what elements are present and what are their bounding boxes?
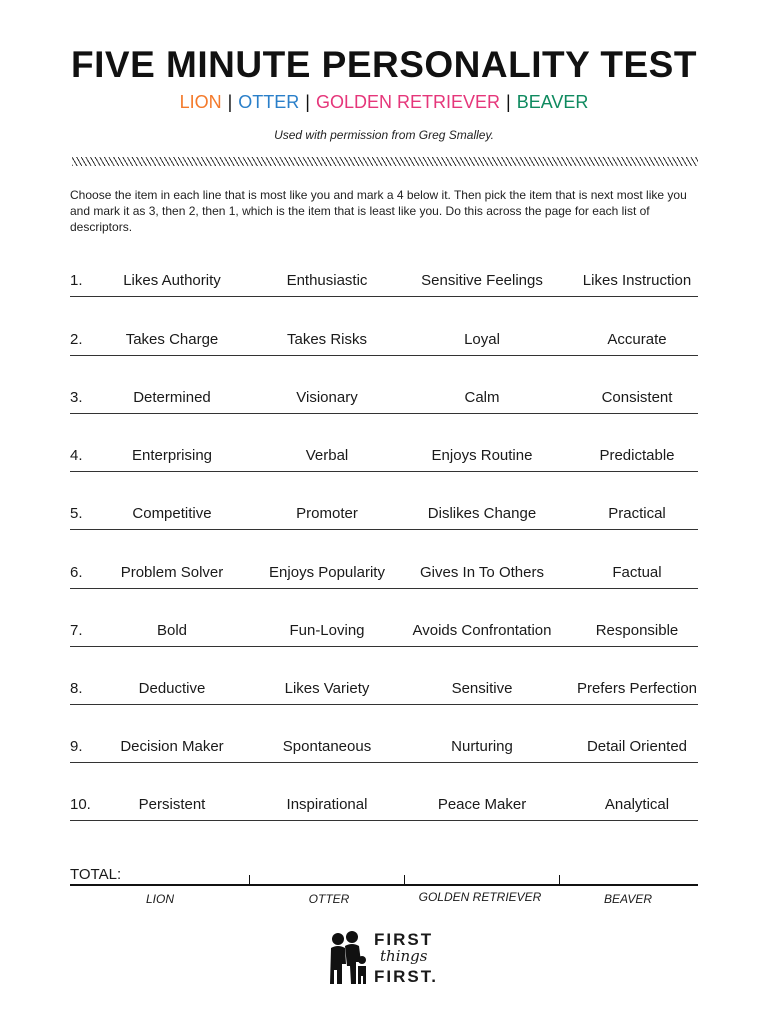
descriptor-item: Likes Variety	[284, 680, 370, 697]
row-number: 4.	[70, 447, 83, 464]
descriptor-item: Dislikes Change	[427, 505, 537, 522]
descriptor-item: Persistent	[138, 796, 206, 813]
row-number: 9.	[70, 738, 83, 755]
table-row	[70, 383, 698, 414]
table-row	[70, 441, 698, 472]
table-row	[70, 499, 698, 530]
descriptor-item: Inspirational	[286, 796, 368, 813]
descriptor-item: Gives In To Others	[420, 564, 544, 581]
instructions: Choose the item in each line that is most like you and mark a 4 below it. Then pick the item that is next most like you and mark it as 3, then 2, then 1, which is the item that is least like you. Do this across the page for each list of descriptors.	[70, 188, 687, 234]
personality-types	[0, 92, 768, 113]
descriptor-item: Nurturing	[451, 738, 513, 755]
total-column-beaver: BEAVER	[603, 892, 653, 906]
descriptor-item: Loyal	[464, 331, 500, 348]
descriptor-item: Responsible	[595, 622, 679, 639]
row-number: 8.	[70, 680, 83, 697]
descriptor-item: Peace Maker	[437, 796, 527, 813]
descriptor-item: Promoter	[296, 505, 358, 522]
descriptor-item: Detail Oriented	[586, 738, 688, 755]
total-line	[70, 884, 698, 886]
descriptor-item: Consistent	[601, 389, 673, 406]
table-row	[70, 674, 698, 705]
total-divider	[559, 875, 560, 885]
descriptor-item: Sensitive Feelings	[421, 272, 543, 289]
descriptor-item: Practical	[608, 505, 666, 522]
descriptor-item: Spontaneous	[282, 738, 372, 755]
table-row	[70, 616, 698, 647]
descriptor-item: Predictable	[599, 447, 675, 464]
total-column-golden-retriever: GOLDEN RETRIEVER	[418, 890, 542, 904]
descriptor-item: Enjoys Popularity	[269, 564, 385, 581]
descriptor-item: Prefers Perfection	[576, 680, 698, 697]
table-row	[70, 790, 698, 821]
table-row	[70, 325, 698, 356]
descriptor-item: Enterprising	[131, 447, 213, 464]
table-row	[70, 266, 698, 297]
total-label: TOTAL:	[70, 866, 122, 883]
descriptor-item: Analytical	[604, 796, 670, 813]
descriptor-item: Fun-Loving	[289, 622, 365, 639]
row-number: 3.	[70, 389, 83, 406]
type-beaver: BEAVER	[516, 92, 589, 112]
row-number: 7.	[70, 622, 83, 639]
table-row	[70, 732, 698, 763]
descriptor-item: Verbal	[305, 447, 349, 464]
type-otter: OTTER	[238, 92, 300, 112]
descriptor-item: Enjoys Routine	[431, 447, 533, 464]
page-title: FIVE MINUTE PERSONALITY TEST	[71, 44, 697, 85]
logo-things: things	[380, 947, 428, 965]
row-number: 2.	[70, 331, 83, 348]
type-separator: |	[305, 92, 310, 112]
type-separator: |	[227, 92, 233, 112]
descriptor-item: Sensitive	[451, 680, 513, 697]
total-divider	[249, 875, 250, 885]
type-lion: LION	[179, 92, 222, 112]
descriptor-item: Accurate	[607, 331, 667, 348]
decorative-divider	[72, 157, 698, 166]
table-row	[70, 558, 698, 589]
row-number: 5.	[70, 505, 83, 522]
descriptor-item: Takes Risks	[286, 331, 368, 348]
descriptor-item: Deductive	[138, 680, 206, 697]
row-number: 10.	[70, 796, 91, 813]
type-separator: |	[506, 92, 511, 112]
total-column-lion: LION	[145, 892, 174, 906]
first-things-first-logo	[328, 928, 440, 988]
descriptor-item: Enthusiastic	[286, 272, 368, 289]
total-divider	[404, 875, 405, 885]
credit-line: Used with permission from Greg Smalley.	[274, 128, 494, 142]
descriptor-item: Competitive	[132, 505, 212, 522]
descriptor-item: Bold	[156, 622, 188, 639]
family-figures-icon	[328, 930, 368, 986]
descriptor-item: Likes Authority	[123, 272, 221, 289]
row-number: 1.	[70, 272, 83, 289]
descriptor-item: Problem Solver	[120, 564, 224, 581]
descriptor-item: Visionary	[296, 389, 358, 406]
total-column-otter: OTTER	[308, 892, 350, 906]
row-number: 6.	[70, 564, 83, 581]
type-golden-retriever: GOLDEN RETRIEVER	[315, 92, 501, 112]
descriptor-item: Decision Maker	[120, 738, 224, 755]
descriptor-item: Likes Instruction	[582, 272, 692, 289]
descriptor-item: Takes Charge	[125, 331, 219, 348]
logo-first-top: FIRST	[374, 930, 434, 949]
logo-first-bottom: FIRST.	[374, 967, 438, 986]
descriptor-item: Determined	[133, 389, 211, 406]
descriptor-item: Factual	[612, 564, 662, 581]
descriptor-item: Avoids Confrontation	[412, 622, 552, 639]
descriptor-item: Calm	[464, 389, 500, 406]
